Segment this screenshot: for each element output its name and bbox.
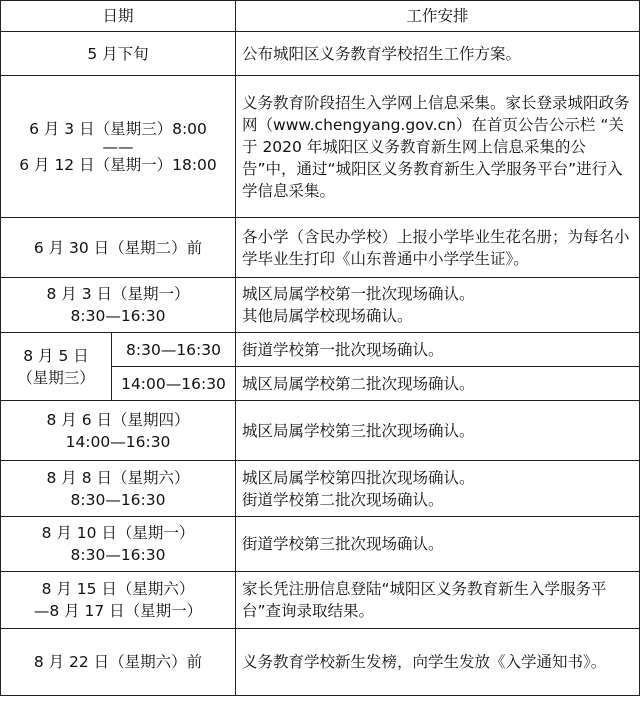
- table-row: [1, 629, 640, 696]
- table-row: [1, 517, 640, 572]
- task-cell: 义务教育阶段招生入学网上信息采集。家长登录城阳政务网（www.chengyang.gov.cn）在首页公告公示栏 “关于 2020 年城阳区义务教育新生网上信息采集的公告”中，通过“城阳区义务教育新生入学服务平台”进行入学信息采集。: [236, 76, 640, 218]
- date-cell: 8 月 5 日 （星期三）: [1, 333, 112, 401]
- task-cell: 各小学（含民办学校）上报小学毕业生花名册；为每名小学毕业生打印《山东普通中小学学生证》。: [236, 218, 640, 278]
- task-cell: 义务教育学校新生发榜，向学生发放《入学通知书》。: [236, 629, 640, 696]
- date-cell: 8 月 10 日（星期一） 8:30—16:30: [1, 517, 236, 572]
- table-row: [1, 461, 640, 517]
- header-work: 工作安排: [236, 1, 640, 32]
- date-cell: 6 月 30 日（星期二）前: [1, 218, 236, 278]
- task-cell: 城区局属学校第三批次现场确认。: [236, 401, 640, 461]
- task-cell: 家长凭注册信息登陆“城阳区义务教育新生入学服务平台”查询录取结果。: [236, 572, 640, 629]
- table-row: [1, 333, 640, 367]
- task-cell: 街道学校第三批次现场确认。: [236, 517, 640, 572]
- date-cell: 8 月 3 日（星期一） 8:30—16:30: [1, 278, 236, 333]
- task-cell: 街道学校第一批次现场确认。: [236, 333, 640, 367]
- date-cell: 6 月 3 日（星期三）8:00 —— 6 月 12 日（星期一）18:00: [1, 76, 236, 218]
- table-row: [1, 401, 640, 461]
- table-row: [1, 278, 640, 333]
- time-cell: 14:00—16:30: [112, 367, 236, 401]
- date-cell: 5 月下旬: [1, 32, 236, 76]
- task-cell: 城区局属学校第一批次现场确认。 其他局属学校现场确认。: [236, 278, 640, 333]
- header-date: 日期: [1, 1, 236, 32]
- task-cell: 城区局属学校第二批次现场确认。: [236, 367, 640, 401]
- date-cell: 8 月 8 日（星期六） 8:30—16:30: [1, 461, 236, 517]
- table-row: [1, 572, 640, 629]
- table-row: [1, 218, 640, 278]
- date-cell: 8 月 15 日（星期六） —8 月 17 日（星期一）: [1, 572, 236, 629]
- table-row: [1, 32, 640, 76]
- time-cell: 8:30—16:30: [112, 333, 236, 367]
- date-cell: 8 月 6 日（星期四） 14:00—16:30: [1, 401, 236, 461]
- header-row: [1, 1, 640, 32]
- task-cell: 公布城阳区义务教育学校招生工作方案。: [236, 32, 640, 76]
- date-cell: 8 月 22 日（星期六）前: [1, 629, 236, 696]
- table-row: [1, 76, 640, 218]
- task-cell: 城区局属学校第四批次现场确认。 街道学校第二批次现场确认。: [236, 461, 640, 517]
